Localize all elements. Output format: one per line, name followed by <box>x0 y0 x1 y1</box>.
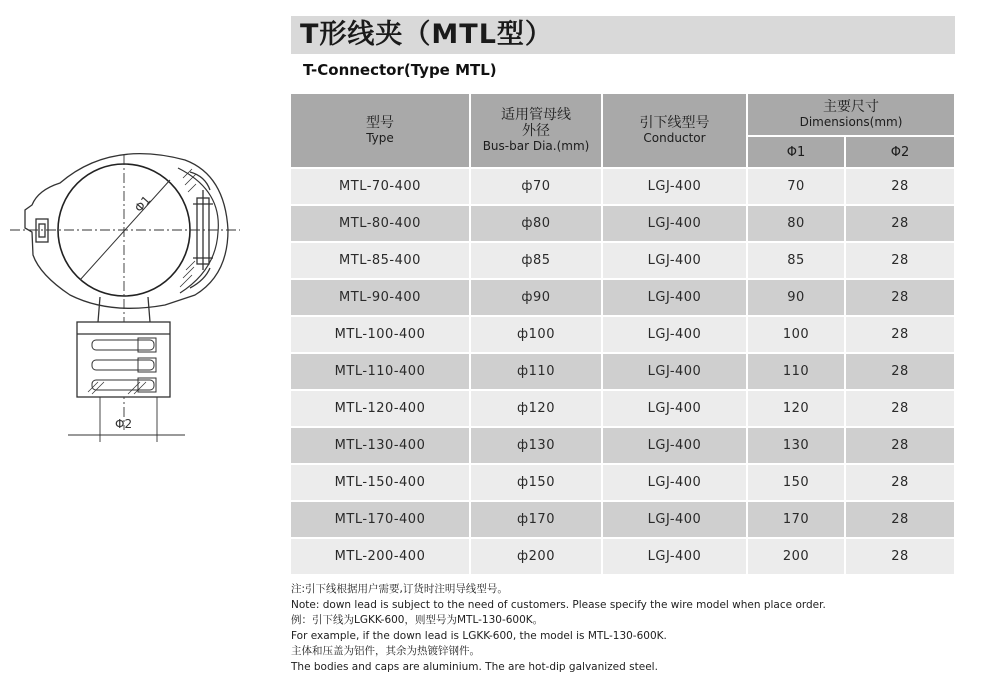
cell-type: MTL-70-400 <box>291 168 470 205</box>
note-line: For example, if the down lead is LGKK-600, the model is MTL-130-600K. <box>291 629 667 642</box>
cell-d2: 28 <box>845 464 955 501</box>
table-row <box>291 316 955 353</box>
cell-busbar: ф130 <box>470 427 602 464</box>
header-conductor-en: Conductor <box>643 131 706 145</box>
cell-type: MTL-100-400 <box>291 316 470 353</box>
cell-busbar: ф70 <box>470 168 602 205</box>
table-row <box>291 353 955 390</box>
cell-d2: 28 <box>845 205 955 242</box>
header-dimensions-cn: 主要尺寸 <box>823 99 879 115</box>
page-title: T形线夹（MTL型） <box>300 19 553 50</box>
cell-conductor: LGJ-400 <box>602 168 747 205</box>
header-dimensions-en: Dimensions(mm) <box>799 115 903 129</box>
cell-busbar: ф80 <box>470 205 602 242</box>
notes-block <box>291 582 826 676</box>
cell-d1: 170 <box>747 501 845 538</box>
cell-busbar: ф90 <box>470 279 602 316</box>
cell-d2: 28 <box>845 427 955 464</box>
cell-d2: 28 <box>845 538 955 575</box>
cell-conductor: LGJ-400 <box>602 242 747 279</box>
cell-d2: 28 <box>845 242 955 279</box>
table-row <box>291 538 955 575</box>
cell-d1: 70 <box>747 168 845 205</box>
cell-busbar: ф85 <box>470 242 602 279</box>
cell-d1: 90 <box>747 279 845 316</box>
cell-d2: 28 <box>845 501 955 538</box>
cell-d2: 28 <box>845 316 955 353</box>
dimension-d2-label: Φ2 <box>115 417 133 431</box>
header-conductor-cn: 引下线型号 <box>639 115 710 131</box>
cell-type: MTL-90-400 <box>291 279 470 316</box>
header-type-en: Type <box>366 131 394 145</box>
note-line: Note: down lead is subject to the need of customers. Please specify the wire model when place order. <box>291 598 826 611</box>
cell-conductor: LGJ-400 <box>602 427 747 464</box>
cell-d2: 28 <box>845 353 955 390</box>
cell-conductor: LGJ-400 <box>602 316 747 353</box>
header-type <box>291 94 470 168</box>
dimension-d1-label: Φ1 <box>131 192 154 216</box>
cell-conductor: LGJ-400 <box>602 353 747 390</box>
cell-type: MTL-150-400 <box>291 464 470 501</box>
cell-d2: 28 <box>845 279 955 316</box>
cell-d1: 110 <box>747 353 845 390</box>
cell-busbar: ф110 <box>470 353 602 390</box>
cell-type: MTL-200-400 <box>291 538 470 575</box>
note-line: 例：引下线为LGKK-600，则型号为MTL-130-600K。 <box>291 614 544 627</box>
header-busbar <box>470 94 602 168</box>
cell-d1: 80 <box>747 205 845 242</box>
header-d1: Φ1 <box>747 136 845 168</box>
cell-conductor: LGJ-400 <box>602 501 747 538</box>
header-type-cn: 型号 <box>366 115 394 131</box>
header-d2: Φ2 <box>845 136 955 168</box>
table-row <box>291 205 955 242</box>
cell-d1: 130 <box>747 427 845 464</box>
cell-d1: 200 <box>747 538 845 575</box>
cell-conductor: LGJ-400 <box>602 390 747 427</box>
cell-d1: 120 <box>747 390 845 427</box>
cell-type: MTL-85-400 <box>291 242 470 279</box>
cell-conductor: LGJ-400 <box>602 538 747 575</box>
header-busbar-cn-2: 外径 <box>522 123 550 139</box>
cell-busbar: ф150 <box>470 464 602 501</box>
cell-type: MTL-170-400 <box>291 501 470 538</box>
table-row <box>291 168 955 205</box>
table-row <box>291 427 955 464</box>
cell-type: MTL-130-400 <box>291 427 470 464</box>
header-busbar-en: Bus-bar Dia.(mm) <box>482 139 590 153</box>
cell-type: MTL-120-400 <box>291 390 470 427</box>
table-row <box>291 390 955 427</box>
header-busbar-cn-1: 适用管母线 <box>501 107 571 123</box>
table-row <box>291 242 955 279</box>
table-row <box>291 279 955 316</box>
cell-conductor: LGJ-400 <box>602 205 747 242</box>
cell-busbar: ф170 <box>470 501 602 538</box>
note-line: The bodies and caps are aluminium. The are hot-dip galvanized steel. <box>291 660 658 673</box>
cell-conductor: LGJ-400 <box>602 279 747 316</box>
cell-d1: 85 <box>747 242 845 279</box>
cell-busbar: ф120 <box>470 390 602 427</box>
cell-busbar: ф200 <box>470 538 602 575</box>
cell-type: MTL-110-400 <box>291 353 470 390</box>
spec-table-body <box>291 168 955 575</box>
header-dimensions <box>747 94 955 136</box>
cell-type: MTL-80-400 <box>291 205 470 242</box>
table-row <box>291 464 955 501</box>
cell-d2: 28 <box>845 168 955 205</box>
header-conductor <box>602 94 747 168</box>
table-row <box>291 501 955 538</box>
cell-d1: 150 <box>747 464 845 501</box>
note-line: 主体和压盖为铝件，其余为热镀锌钢件。 <box>291 645 480 658</box>
cell-busbar: ф100 <box>470 316 602 353</box>
cell-d2: 28 <box>845 390 955 427</box>
page-subtitle: T-Connector(Type MTL) <box>303 61 497 79</box>
spec-table <box>291 94 956 576</box>
cell-d1: 100 <box>747 316 845 353</box>
note-line: 注:引下线根据用户需要,订货时注明导线型号。 <box>291 583 508 595</box>
cell-conductor: LGJ-400 <box>602 464 747 501</box>
cap-hatching <box>180 169 196 287</box>
connector-drawing <box>0 150 290 450</box>
